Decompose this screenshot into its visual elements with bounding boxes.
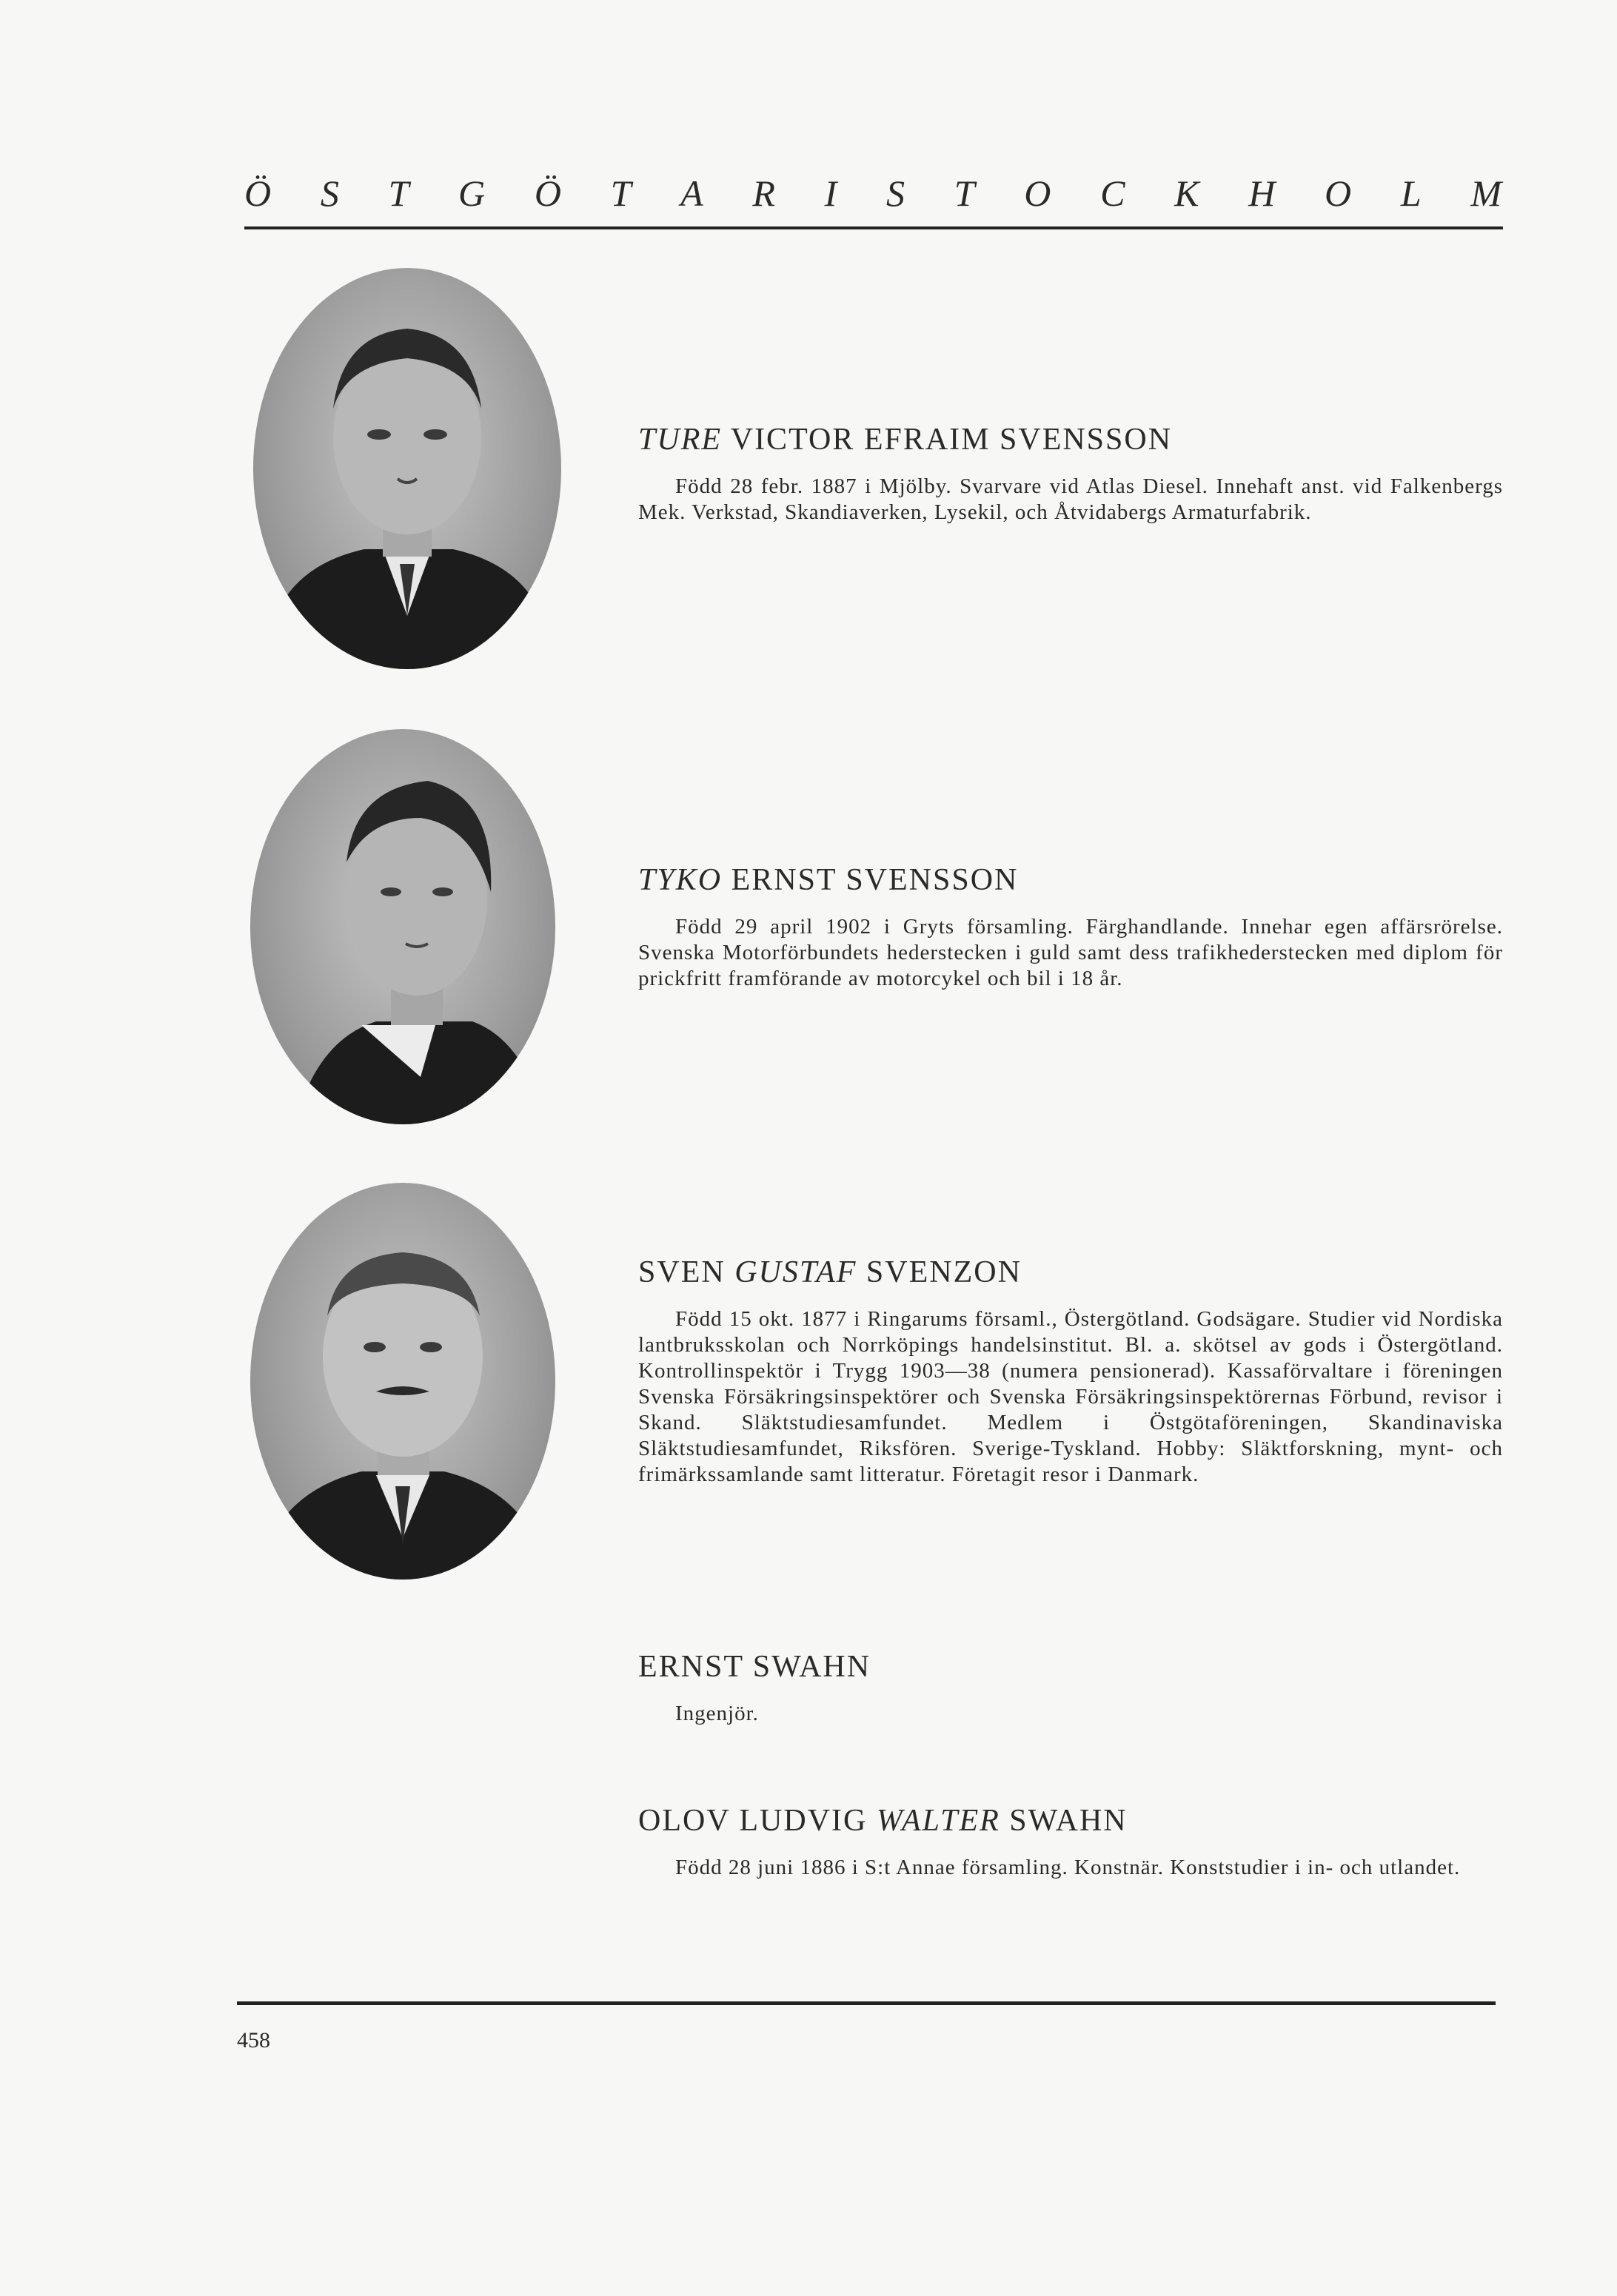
header-letter: L [1400, 172, 1423, 214]
header-letter: O [1325, 172, 1353, 214]
header-letter: C [1100, 172, 1127, 214]
header-letter: H [1248, 172, 1277, 214]
header-letter: S [320, 172, 341, 214]
header-letter: K [1174, 172, 1201, 214]
header-letter: Ö [244, 172, 273, 214]
running-header [244, 172, 1503, 215]
portrait-photo [250, 729, 555, 1124]
biography-entry [638, 1649, 1503, 1727]
name-rest: SVENZON [857, 1255, 1022, 1289]
given-name-italic: TYKO [638, 863, 723, 897]
given-name-italic: WALTER [876, 1804, 1000, 1838]
header-rule [244, 226, 1503, 229]
header-letter: I [824, 172, 839, 214]
portrait-photo [253, 268, 561, 669]
given-name-italic: TURE [638, 423, 722, 457]
page-number: 458 [237, 2028, 270, 2052]
biography-text: Född 28 juni 1886 i S:t Annae församling. Konstnär. Konststudier i in- och utlandet. [675, 1856, 1461, 1879]
given-name-italic: GUSTAF [734, 1255, 857, 1289]
person-name [638, 422, 1503, 457]
footer-rule [237, 2001, 1496, 2005]
name-rest: ERNST SVENSSON [722, 863, 1019, 897]
person-name: ERNST SWAHN [638, 1650, 871, 1684]
biography-text: Född 15 okt. 1877 i Ringarums församl., Östergötland. Godsägare. Studier vid Nordiska lantbruksskolan och Norrköpings handelsinstitut. Bl. a. skötsel av gods i Östergötland. Kontrollinspektör i Trygg 1903—38 (numera pensionerad). Kassaförvaltare i föreningen Svenska Försäkringsinspektörer och Svenska Försäkringsinspektörernas Förbund, revisor i Skand. Släktstudiesamfundet. Medlem i Östgötaföreningen, Skandinaviska Släktstudiesamfundet, Riksfören. Sverige-Tyskland. Hobby: Släktforskning, mynt- och frimärkssamlande samt litteratur. Företagit resor i Danmark. [638, 1307, 1503, 1486]
biography-entry [638, 1255, 1503, 1488]
header-letter: S [886, 172, 907, 214]
header-letter: T [610, 172, 633, 214]
person-name [638, 862, 1503, 898]
biography-entry [638, 1803, 1503, 1881]
name-pre: SVEN [638, 1255, 735, 1289]
biography-text: Född 29 april 1902 i Gryts församling. Färghandlande. Innehar egen affärsrörelse. Svenska Motorförbundets hederstecken i guld samt dess trafikhederstecken med diplom för prickfritt framförande av motorcykel och bil i 18 år. [638, 915, 1503, 990]
biography-entry [638, 862, 1503, 992]
name-rest: VICTOR EFRAIM SVENSSON [722, 423, 1173, 457]
header-letter: G [458, 172, 487, 214]
header-letter: M [1470, 172, 1503, 214]
header-letter: T [954, 172, 977, 214]
name-pre: OLOV LUDVIG [638, 1804, 877, 1838]
person-name [638, 1255, 1503, 1290]
name-rest: SWAHN [1000, 1804, 1128, 1838]
header-letter: A [680, 172, 705, 214]
header-letter: R [752, 172, 777, 214]
portrait-photo [250, 1183, 555, 1580]
biography-text: Född 28 febr. 1887 i Mjölby. Svarvare vid Atlas Diesel. Innehaft anst. vid Falkenbergs Mek. Verkstad, Skandiaverken, Lysekil, och Åtvidabergs Armaturfabrik. [638, 474, 1503, 524]
header-letter: O [1024, 172, 1053, 214]
header-letter: Ö [534, 172, 563, 214]
header-letter: T [388, 172, 411, 214]
biography-entry [638, 422, 1503, 526]
biography-text: Ingenjör. [675, 1702, 759, 1725]
person-name [638, 1803, 1503, 1839]
